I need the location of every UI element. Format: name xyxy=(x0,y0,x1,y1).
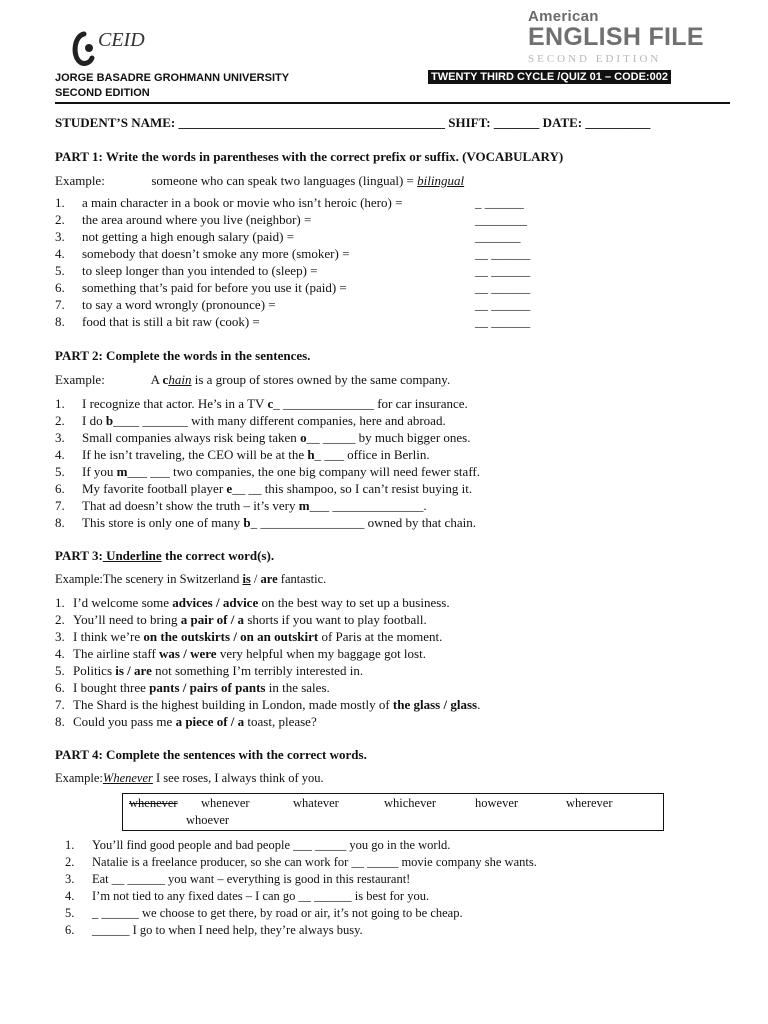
item-text xyxy=(82,497,427,514)
answer-blank: ________ xyxy=(475,212,527,227)
list-item xyxy=(55,296,575,313)
item-pre: Politics xyxy=(73,663,116,678)
word-box-item: whatever xyxy=(293,796,339,810)
item-pre: The Shard is the highest building in London, made mostly of xyxy=(73,697,393,712)
brand-top: American xyxy=(528,8,599,25)
item-number: 2. xyxy=(55,413,65,428)
item-number: 5. xyxy=(55,263,65,278)
item-text xyxy=(73,662,363,679)
item-text: _ ______ we choose to get there, by road or air, it’s not going to be cheap. xyxy=(92,906,463,920)
list-item xyxy=(55,480,675,497)
item-text xyxy=(73,696,480,713)
part3-title-underline: Underline xyxy=(102,548,162,563)
list-item xyxy=(55,245,575,262)
part3-title-prefix: PART 3: xyxy=(55,548,103,563)
item-number: 3. xyxy=(55,430,65,445)
item-number: 4. xyxy=(55,246,65,261)
item-options: is / are xyxy=(115,663,152,678)
item-text xyxy=(73,628,442,645)
item-post: very helpful when my baggage got lost. xyxy=(216,646,426,661)
answer-blank: __ ______ xyxy=(475,297,531,312)
list-item xyxy=(55,412,675,429)
svg-text:CEID: CEID xyxy=(98,29,145,51)
list-item xyxy=(55,446,675,463)
list-item xyxy=(55,194,575,211)
item-number: 3. xyxy=(55,629,65,644)
list-item xyxy=(55,395,675,412)
item-options: on the outskirts / on an outskirt xyxy=(143,629,319,644)
list-item xyxy=(55,662,675,679)
list-item xyxy=(55,645,675,662)
item-text xyxy=(82,480,472,497)
list-item xyxy=(65,854,685,871)
item-pre: The airline staff xyxy=(73,646,160,661)
list-item xyxy=(55,211,575,228)
example-sep: / xyxy=(250,572,261,586)
item-number: 1. xyxy=(65,838,75,852)
list-item xyxy=(55,429,675,446)
item-pre: This store is only one of many xyxy=(82,515,244,530)
example-pre: A xyxy=(150,372,163,387)
item-pre: Could you pass me xyxy=(73,714,176,729)
list-item xyxy=(55,611,675,628)
list-item xyxy=(55,279,575,296)
item-text: food that is still a bit raw (cook) = xyxy=(82,314,260,329)
item-text xyxy=(82,395,468,412)
ceid-logo xyxy=(70,20,170,70)
item-number: 8. xyxy=(55,314,65,329)
answer-blank: __ ______ xyxy=(475,246,531,261)
answer-blank: __ ______ xyxy=(475,263,531,278)
brand-main: ENGLISH FILE xyxy=(528,23,704,51)
item-number: 5. xyxy=(55,464,65,479)
item-pre: I recognize that actor. He’s in a TV xyxy=(82,396,268,411)
quiz-code: TWENTY THIRD CYCLE /QUIZ 01 – CODE:002 xyxy=(428,70,671,84)
part1-title: PART 1: Write the words in parentheses with the correct prefix or suffix. (VOCABULARY) xyxy=(55,149,564,164)
example-answer: hain xyxy=(168,372,192,387)
university-name: JORGE BASADRE GROHMANN UNIVERSITY xyxy=(55,72,290,84)
example-answer: bilingual xyxy=(417,173,465,188)
part2-title: PART 2: Complete the words in the sentences. xyxy=(55,348,311,363)
list-item xyxy=(55,594,675,611)
item-post: _ ______________ for car insurance. xyxy=(273,396,468,411)
list-item xyxy=(65,837,685,854)
item-pre: I bought three xyxy=(73,680,150,695)
part4-title: PART 4: Complete the sentences with the correct words. xyxy=(55,747,367,762)
part1-example xyxy=(55,173,464,189)
example-post: I see roses, I always think of you. xyxy=(152,771,324,785)
word-box-item: whenever xyxy=(129,796,178,810)
item-pre: My favorite football player xyxy=(82,481,227,496)
item-text: somebody that doesn’t smoke any more (smoker) = xyxy=(82,246,350,261)
list-item xyxy=(65,871,685,888)
item-post: toast, please? xyxy=(244,714,317,729)
item-number: 5. xyxy=(55,663,65,678)
edition-label: SECOND EDITION xyxy=(55,87,150,99)
item-first-letter: m xyxy=(298,498,310,513)
item-text xyxy=(73,713,317,730)
item-first-letter: b xyxy=(243,515,251,530)
item-options: pants / pairs of pants xyxy=(149,680,266,695)
item-text: You’ll find good people and bad people ___ _____ you go in the world. xyxy=(92,838,451,852)
item-text xyxy=(82,446,430,463)
item-number: 7. xyxy=(55,498,65,513)
example-pre: The scenery in Switzerland xyxy=(102,572,243,586)
example-post: fantastic. xyxy=(277,572,327,586)
list-item xyxy=(65,905,685,922)
list-item xyxy=(55,679,675,696)
list-item xyxy=(55,313,575,330)
answer-blank: _______ xyxy=(475,229,521,244)
part3-example xyxy=(55,572,326,587)
part1-list xyxy=(55,194,575,330)
item-number: 4. xyxy=(55,447,65,462)
example-bold: c xyxy=(162,372,169,387)
item-post: on the best way to set up a business. xyxy=(258,595,450,610)
item-post: not something I’m terribly interested in. xyxy=(151,663,364,678)
item-text: I’m not tied to any fixed dates – I can go __ ______ is best for you. xyxy=(92,889,430,903)
item-number: 4. xyxy=(55,646,65,661)
item-first-letter: o xyxy=(300,430,307,445)
ceid-logo-mark xyxy=(70,20,170,70)
header-divider xyxy=(55,102,730,104)
item-text: Natalie is a freelance producer, so she can work for __ _____ movie company she wants. xyxy=(92,855,537,869)
item-text: not getting a high enough salary (paid) = xyxy=(82,229,295,244)
item-text xyxy=(82,514,476,531)
item-text: something that’s paid for before you use it (paid) = xyxy=(82,280,347,295)
item-text: ______ I go to when I need help, they’re always busy. xyxy=(92,923,363,937)
item-post: _ ___ office in Berlin. xyxy=(314,447,430,462)
answer-blank: _ ______ xyxy=(475,195,524,210)
item-post: ___ ______________. xyxy=(309,498,427,513)
item-first-letter: c xyxy=(267,396,274,411)
item-first-letter: e xyxy=(226,481,233,496)
item-number: 6. xyxy=(65,923,75,937)
item-number: 2. xyxy=(55,212,65,227)
item-text: a main character in a book or movie who isn’t heroic (hero) = xyxy=(82,195,403,210)
word-box-item: whoever xyxy=(186,813,230,827)
item-number: 6. xyxy=(55,680,65,695)
item-text xyxy=(73,611,427,628)
list-item xyxy=(55,713,675,730)
part4-list xyxy=(65,837,685,939)
item-post: in the sales. xyxy=(265,680,330,695)
item-number: 7. xyxy=(55,297,65,312)
example-post: is a group of stores owned by the same company. xyxy=(191,372,451,387)
item-number: 1. xyxy=(55,396,65,411)
word-box-item: however xyxy=(475,796,519,810)
item-pre: I’d welcome some xyxy=(73,595,173,610)
part4-example xyxy=(55,771,324,786)
item-number: 8. xyxy=(55,714,65,729)
list-item xyxy=(55,514,675,531)
list-item xyxy=(65,922,685,939)
list-item xyxy=(55,463,675,480)
example-answer: is xyxy=(242,572,251,586)
list-item xyxy=(55,628,675,645)
item-pre: You’ll need to bring xyxy=(73,612,181,627)
word-box xyxy=(122,793,664,831)
item-post: of Paris at the moment. xyxy=(318,629,443,644)
example-label: Example: xyxy=(55,771,103,785)
list-item xyxy=(55,497,675,514)
answer-blank: __ ______ xyxy=(475,280,531,295)
example-label: Example: xyxy=(55,372,105,387)
part2-example xyxy=(55,372,450,388)
item-number: 2. xyxy=(55,612,65,627)
item-post: . xyxy=(477,697,481,712)
word-box-item: whenever xyxy=(201,796,250,810)
list-item xyxy=(55,262,575,279)
item-number: 8. xyxy=(55,515,65,530)
brand-edition: SECOND EDITION xyxy=(528,53,662,65)
example-answer: Whenever xyxy=(102,771,153,785)
item-text: to sleep longer than you intended to (sleep) = xyxy=(82,263,318,278)
example-label: Example: xyxy=(55,173,105,188)
item-options: a piece of / a xyxy=(175,714,245,729)
item-first-letter: b xyxy=(105,413,114,428)
item-pre: I think we’re xyxy=(73,629,144,644)
item-text xyxy=(73,645,426,662)
item-number: 3. xyxy=(65,872,75,886)
part2-list xyxy=(55,395,675,531)
item-text: to say a word wrongly (pronounce) = xyxy=(82,297,276,312)
item-text: the area around where you live (neighbor) = xyxy=(82,212,312,227)
item-post: ____ _______ with many different companies, here and abroad. xyxy=(113,413,446,428)
item-options: was / were xyxy=(159,646,217,661)
list-item xyxy=(55,696,675,713)
word-box-item: whichever xyxy=(384,796,437,810)
university-block xyxy=(55,71,289,101)
item-pre: If he isn’t traveling, the CEO will be at the xyxy=(82,447,308,462)
item-number: 6. xyxy=(55,481,65,496)
list-item xyxy=(65,888,685,905)
item-number: 2. xyxy=(65,855,75,869)
item-number: 6. xyxy=(55,280,65,295)
item-pre: If you xyxy=(82,464,117,479)
list-item xyxy=(55,228,575,245)
american-english-file-brand xyxy=(528,8,728,65)
item-text xyxy=(82,412,446,429)
item-pre: I do xyxy=(82,413,106,428)
item-options: a pair of / a xyxy=(180,612,245,627)
student-info-line: STUDENT’S NAME: _________________________________________ SHIFT: _______ DATE: __________ xyxy=(55,115,651,130)
item-post: _ ________________ owned by that chain. xyxy=(250,515,476,530)
answer-blank: __ ______ xyxy=(475,314,531,329)
item-post: __ _____ by much bigger ones. xyxy=(306,430,471,445)
item-post: ___ ___ two companies, the one big company will need fewer staff. xyxy=(127,464,480,479)
part3-title xyxy=(55,548,274,564)
example-label: Example: xyxy=(55,572,103,586)
item-post: shorts if you want to play football. xyxy=(244,612,427,627)
item-text xyxy=(73,594,450,611)
item-first-letter: h xyxy=(307,447,315,462)
item-options: the glass / glass xyxy=(392,697,478,712)
item-pre: Small companies always risk being taken xyxy=(82,430,301,445)
item-text xyxy=(82,463,480,480)
example-option: are xyxy=(260,572,278,586)
item-number: 1. xyxy=(55,195,65,210)
part3-list xyxy=(55,594,675,730)
item-text xyxy=(73,679,330,696)
example-text: someone who can speak two languages (lingual) = xyxy=(151,173,418,188)
item-options: advices / advice xyxy=(172,595,259,610)
item-post: __ __ this shampoo, so I can’t resist buying it. xyxy=(232,481,473,496)
item-text: Eat __ ______ you want – everything is good in this restaurant! xyxy=(92,872,411,886)
item-number: 5. xyxy=(65,906,75,920)
word-box-item: wherever xyxy=(566,796,613,810)
item-number: 1. xyxy=(55,595,65,610)
item-number: 4. xyxy=(65,889,75,903)
item-text xyxy=(82,429,470,446)
item-number: 3. xyxy=(55,229,65,244)
item-number: 7. xyxy=(55,697,65,712)
part3-title-rest: the correct word(s). xyxy=(161,548,275,563)
item-first-letter: m xyxy=(116,464,128,479)
item-pre: That ad doesn’t show the truth – it’s very xyxy=(82,498,299,513)
